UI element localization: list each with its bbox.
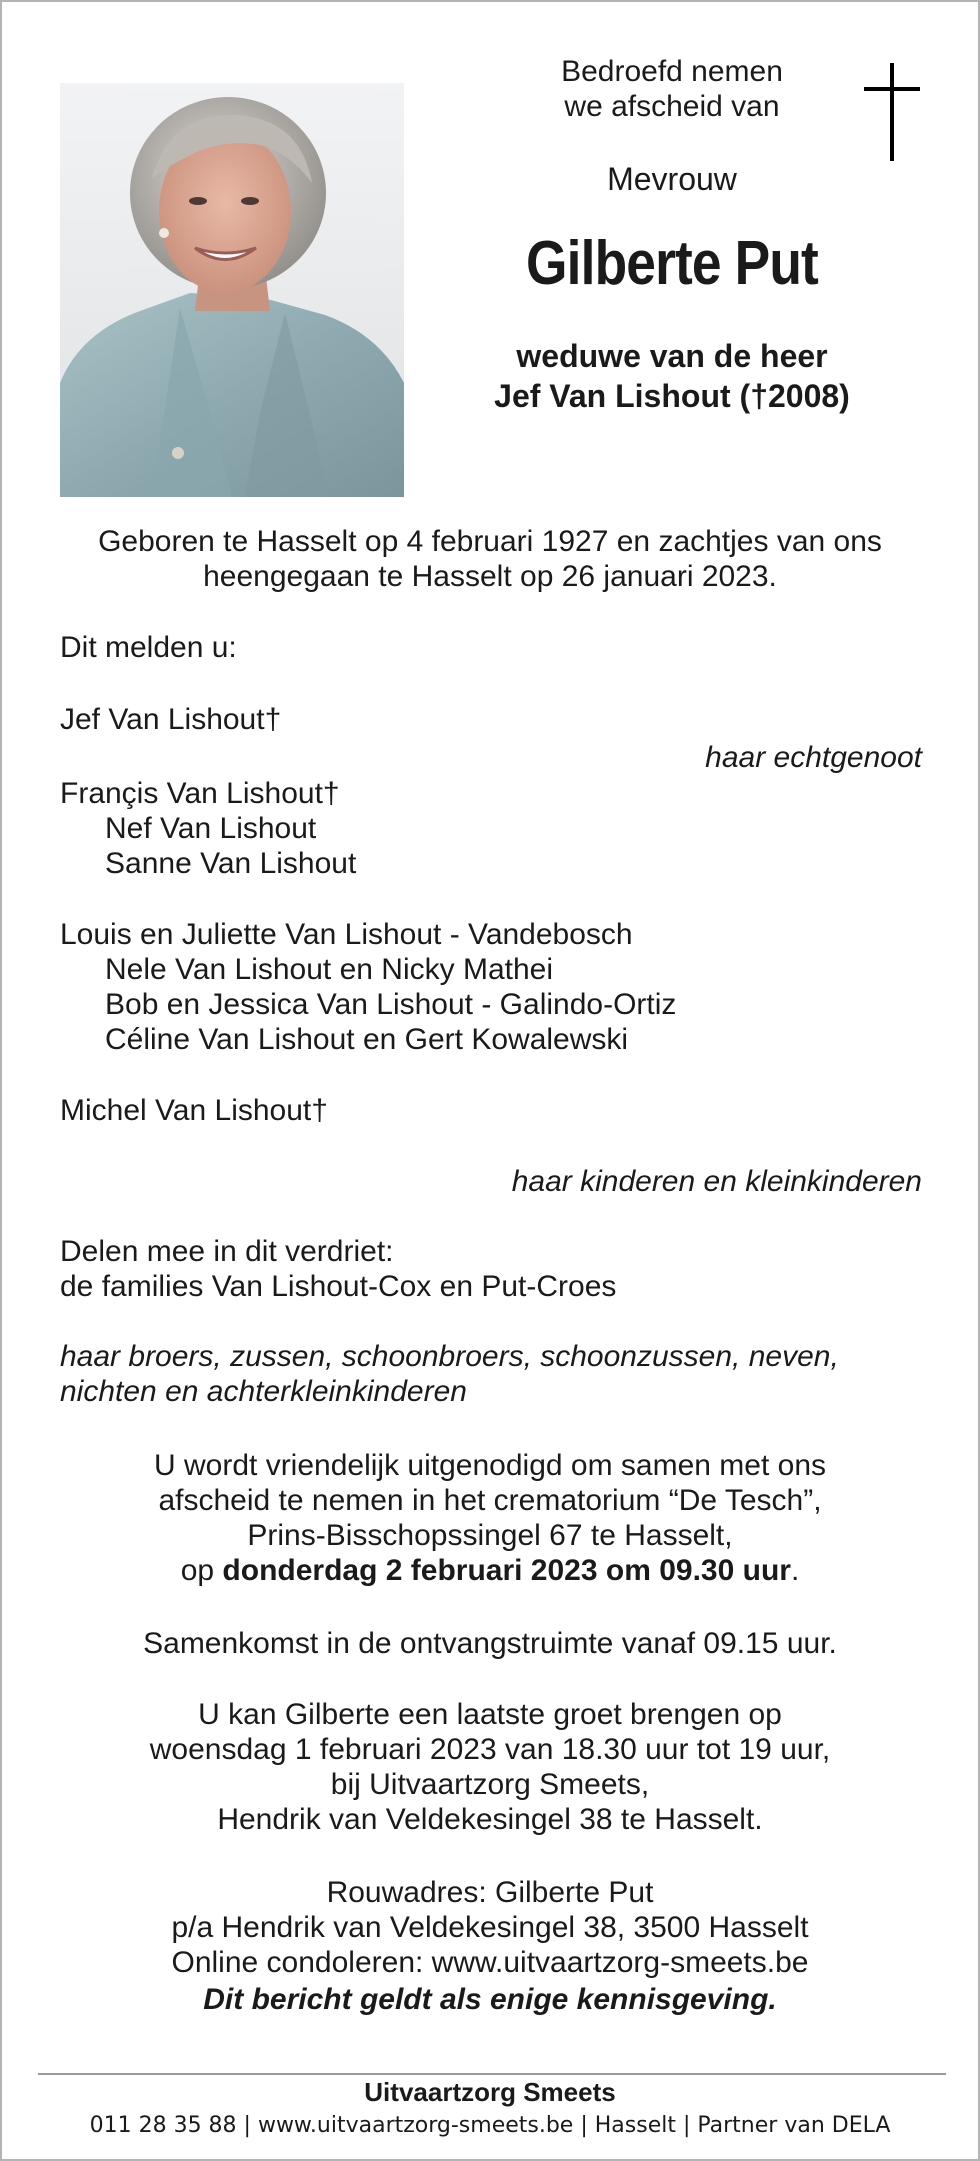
widow-line [432, 336, 912, 416]
birth-death-text [60, 524, 920, 594]
grandchild-name: Céline Van Lishout en Gert Kowalewski [105, 1023, 629, 1056]
grandchild-name: Bob en Jessica Van Lishout - Galindo-Ortiz [105, 988, 677, 1021]
salutation: Mevrouw [607, 161, 737, 197]
text-line: U kan Gilberte een laatste groet brengen op [198, 1698, 782, 1731]
text-line: afscheid te nemen in het crematorium “De Tesch”, [158, 1484, 822, 1517]
sharing-families [60, 1234, 920, 1304]
ceremony-invitation [60, 1448, 920, 1588]
text-line: Prins-Bisschopssingel 67 te Hasselt, [247, 1519, 733, 1552]
text-line: heengegaan te Hasselt op 26 januari 2023. [203, 560, 777, 593]
gathering-text: Samenkomst in de ontvangstruimte vanaf 09.15 uur. [143, 1627, 837, 1660]
grandchild-name: Nef Van Lishout [105, 812, 317, 845]
grandchild-name: Nele Van Lishout en Nicky Mathei [105, 953, 554, 986]
text-line: woensdag 1 februari 2023 van 18.30 uur tot 19 uur, [149, 1733, 831, 1766]
text-line: Online condoleren: www.uitvaartzorg-smeets.be [171, 1946, 809, 1979]
spouse-name [60, 702, 920, 737]
spouse-role: haar echtgenoot [705, 741, 922, 774]
intro-line: we afscheid van [564, 90, 780, 123]
widow-line-2: Jef Van Lishout (†2008) [494, 378, 850, 414]
text-line: U wordt vriendelijk uitgenodigd om samen met ons [154, 1449, 826, 1482]
child-family-3 [60, 1093, 920, 1128]
person-name: Michel Van Lishout [60, 1094, 312, 1127]
footer-divider [38, 2073, 946, 2075]
child-family-1 [60, 776, 920, 881]
deceased-mark: † [322, 777, 340, 810]
deceased-name: Gilberte Put [526, 229, 818, 298]
portrait-photo [60, 83, 404, 497]
text-line: Rouwadres: Gilberte Put [326, 1876, 654, 1909]
deceased-mark: † [264, 703, 282, 736]
widow-line-1: weduwe van de heer [516, 338, 828, 374]
deceased-mark: † [311, 1094, 328, 1127]
text-line: Hendrik van Veldekesingel 38 te Hasselt. [217, 1803, 763, 1836]
ceremony-date-bold: donderdag 2 februari 2023 om 09.30 uur [222, 1554, 791, 1587]
visitation-text [60, 1697, 920, 1837]
text-line: p/a Hendrik van Veldekesingel 38, 3500 Hasselt [171, 1911, 809, 1944]
footer-contact: 011 28 35 88 | www.uitvaartzorg-smeets.be | Hasselt | Partner van DELA [89, 2113, 891, 2138]
person-name: Françis Van Lishout [60, 777, 323, 810]
text-line: haar broers, zussen, schoonbroers, schoonzussen, neven, [60, 1340, 839, 1373]
footer-company: Uitvaartzorg Smeets [364, 2077, 616, 2107]
text-line: Geboren te Hasselt op 4 februari 1927 en zachtjes van ons [98, 525, 882, 558]
person-name: Louis en Juliette Van Lishout - Vandebosch [60, 918, 633, 951]
text-line: nichten en achterkleinkinderen [60, 1375, 467, 1408]
mourning-address [60, 1875, 920, 1980]
sharing-heading: Delen mee in dit verdriet: [60, 1235, 394, 1268]
announce-heading: Dit melden u: [60, 631, 237, 664]
ceremony-date: op donderdag 2 februari 2023 om 09.30 uur. [180, 1554, 800, 1587]
sharing-text: de families Van Lishout-Cox en Put-Croes [60, 1270, 617, 1303]
text-line: bij Uitvaartzorg Smeets, [330, 1768, 650, 1801]
grandchild-name: Sanne Van Lishout [105, 847, 357, 880]
latin-cross-icon [864, 63, 920, 161]
children-role: haar kinderen en kleinkinderen [511, 1165, 922, 1198]
intro-line: Bedroefd nemen [561, 55, 783, 88]
relatives-text [60, 1339, 920, 1409]
sole-notice: Dit bericht geldt als enige kennisgeving. [203, 1983, 777, 2016]
child-family-2 [60, 917, 920, 1057]
person-name: Jef Van Lishout [60, 703, 265, 736]
intro-text [522, 54, 822, 124]
